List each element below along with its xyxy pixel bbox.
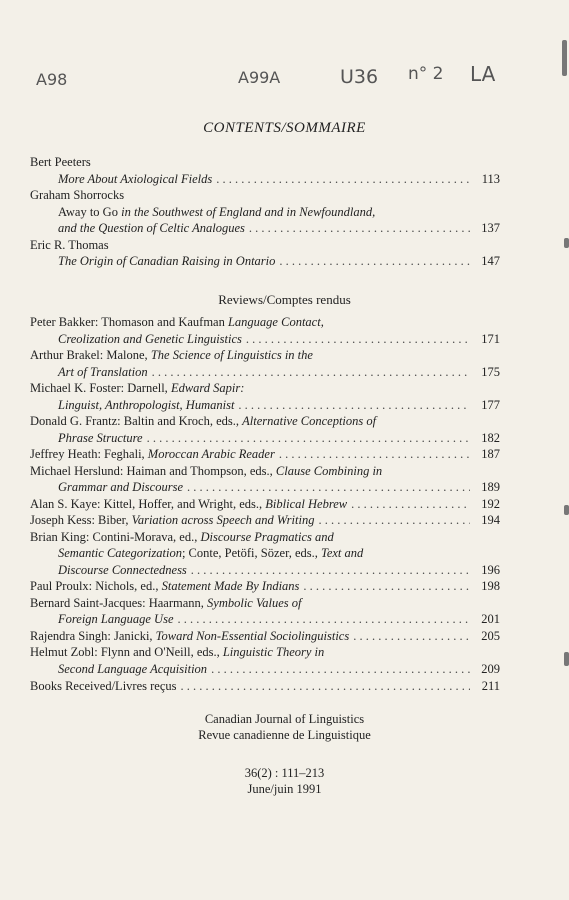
dot-leader [191, 562, 470, 579]
review-title: Variation across Speech and Writing [131, 513, 315, 527]
review-entry[interactable] [30, 661, 500, 678]
books-received-entry[interactable] [30, 678, 500, 695]
review-entry[interactable] [30, 430, 500, 447]
dot-leader [246, 331, 470, 348]
reviewer: Peter Bakker: Thomason and Kaufman [30, 315, 228, 329]
article-title: The Origin of Canadian Raising in Ontario [58, 254, 276, 268]
review-title: Grammar and Discourse [58, 480, 183, 494]
journal-name-fr: Revue canadienne de Linguistique [198, 728, 371, 742]
journal-name-en: Canadian Journal of Linguistics [204, 712, 365, 726]
journal-info [0, 711, 569, 797]
article-title-line [30, 204, 500, 221]
review-entry[interactable] [30, 628, 500, 645]
dot-leader [318, 512, 470, 529]
books-received-label: Books Received/Livres reçus [30, 679, 177, 693]
review-title: Alternative Conceptions of [242, 414, 377, 428]
review-title: Art of Translation [58, 364, 148, 379]
handwritten-note: LA [470, 62, 496, 86]
review-title: Discourse Connectedness [58, 562, 187, 577]
handwritten-note: A98 [36, 70, 68, 89]
handwritten-note: n° 2 [408, 64, 444, 84]
review-entry[interactable] [30, 364, 500, 381]
dot-leader [178, 611, 471, 628]
dot-leader [303, 578, 470, 595]
review-title: Second Language Acquisition [58, 661, 208, 676]
reviewer: ; Conte, Petöfi, Sözer, eds., [181, 546, 322, 560]
page-number: 194 [481, 513, 500, 527]
reviewer: Bernard Saint-Jacques: Haarmann, [30, 595, 208, 610]
volume-info: 36(2) : 111–213 [244, 766, 325, 780]
review-title: Discourse Pragmatics and [200, 529, 334, 544]
page-number: 211 [481, 679, 500, 693]
page-number: 182 [481, 430, 500, 445]
review-title: Linguistic Theory in [222, 645, 325, 659]
review-title: Semantic Categorization [58, 546, 182, 560]
review-title: Biblical Hebrew [265, 496, 348, 511]
review-title: Text and [321, 546, 364, 560]
reviewer: Alan S. Kaye: Kittel, Hoffer, and Wright, eds., [30, 496, 266, 511]
article-title-part: in the Southwest of England and in Newfoundland, [117, 204, 376, 219]
article-author: Graham Shorrocks [30, 188, 125, 202]
review-line [30, 380, 500, 397]
page-number: 147 [481, 254, 500, 268]
article-author: Bert Peeters [30, 155, 91, 169]
dot-leader [353, 628, 470, 645]
review-title: Linguist, Anthropologist, Humanist [58, 397, 235, 412]
page-number: 171 [481, 331, 500, 346]
dot-leader [211, 661, 470, 678]
review-line [30, 463, 500, 480]
dot-leader [238, 397, 470, 414]
review-line [30, 529, 500, 546]
dot-leader [187, 479, 470, 496]
dot-leader [180, 678, 470, 695]
review-entry[interactable] [30, 512, 500, 529]
page-number: 113 [481, 171, 500, 186]
dot-leader [249, 220, 470, 237]
reviewer: Joseph Kess: Biber, [30, 513, 132, 527]
scan-mark [564, 505, 569, 515]
page-title: CONTENTS/SOMMAIRE [203, 120, 366, 136]
review-line [30, 545, 500, 562]
reviewer: Brian King: Contini-Morava, ed., [30, 529, 201, 544]
review-entry[interactable] [30, 578, 500, 595]
page-number: 187 [481, 447, 500, 461]
reviewer: Jeffrey Heath: Feghali, [30, 447, 148, 461]
page-number: 192 [481, 496, 500, 511]
article-entry[interactable] [30, 253, 500, 270]
review-title: Language Contact, [227, 315, 324, 329]
reviewer: Arthur Brakel: Malone, [30, 348, 151, 362]
review-title: The Science of Linguistics in the [150, 348, 313, 362]
page-number: 205 [481, 628, 500, 643]
dot-leader [147, 430, 470, 447]
page-number: 177 [481, 397, 500, 412]
page-number: 201 [481, 612, 500, 626]
reviewer: Michael Herslund: Haiman and Thompson, eds., [30, 463, 276, 478]
review-entry[interactable] [30, 496, 500, 513]
article-entry[interactable] [30, 220, 500, 237]
page-number: 189 [481, 480, 500, 494]
review-title: Moroccan Arabic Reader [147, 447, 275, 461]
page-number: 209 [481, 661, 500, 676]
page-number: 196 [481, 562, 500, 577]
handwritten-note: A99A [238, 68, 281, 87]
review-line [30, 347, 500, 364]
reviewer: Helmut Zobl: Flynn and O'Neill, eds., [30, 645, 223, 659]
review-entry[interactable] [30, 479, 500, 496]
reviewer: Rajendra Singh: Janicki, [30, 628, 156, 643]
dot-leader [216, 171, 470, 188]
review-title: Clause Combining in [275, 463, 383, 478]
dot-leader [152, 364, 470, 381]
review-title: Symbolic Values of [207, 595, 302, 610]
review-title: Creolization and Genetic Linguistics [58, 331, 242, 346]
dot-leader [279, 253, 470, 270]
review-line [30, 595, 500, 612]
article-title: and the Question of Celtic Analogues [58, 221, 245, 235]
review-entry[interactable] [30, 446, 500, 463]
review-title: Phrase Structure [58, 430, 143, 445]
reviews-heading: Reviews/Comptes rendus [218, 292, 351, 307]
dot-leader [351, 496, 470, 513]
scan-mark [564, 238, 569, 248]
article-entry[interactable] [30, 171, 500, 188]
scan-mark [562, 40, 567, 76]
review-title: Foreign Language Use [58, 612, 174, 626]
articles-list [30, 154, 500, 270]
page-number: 198 [481, 579, 500, 593]
review-entry[interactable] [30, 397, 500, 414]
article-title-part: Away to Go [58, 204, 118, 219]
issue-date: June/juin 1991 [247, 782, 322, 796]
page-number: 175 [481, 364, 500, 379]
review-line [30, 644, 500, 661]
handwritten-notes [0, 58, 569, 98]
review-line [30, 314, 500, 331]
reviews-list [30, 314, 500, 677]
scan-mark [564, 652, 569, 666]
dot-leader [279, 446, 470, 463]
reviewer: Michael K. Foster: Darnell, [30, 381, 171, 395]
review-title: Edward Sapir: [170, 381, 245, 395]
review-entry[interactable] [30, 611, 500, 628]
article-author: Eric R. Thomas [30, 237, 109, 252]
review-entry[interactable] [30, 562, 500, 579]
review-title: Statement Made By Indians [161, 579, 300, 593]
reviewer: Donald G. Frantz: Baltin and Kroch, eds., [30, 414, 243, 428]
article-title: More About Axiological Fields [58, 171, 213, 186]
review-title: Toward Non-Essential Sociolinguistics [155, 628, 350, 643]
reviewer: Paul Proulx: Nichols, ed., [30, 579, 162, 593]
review-entry[interactable] [30, 331, 500, 348]
review-line [30, 413, 500, 430]
page-number: 137 [481, 221, 500, 235]
handwritten-note: U36 [340, 66, 379, 88]
